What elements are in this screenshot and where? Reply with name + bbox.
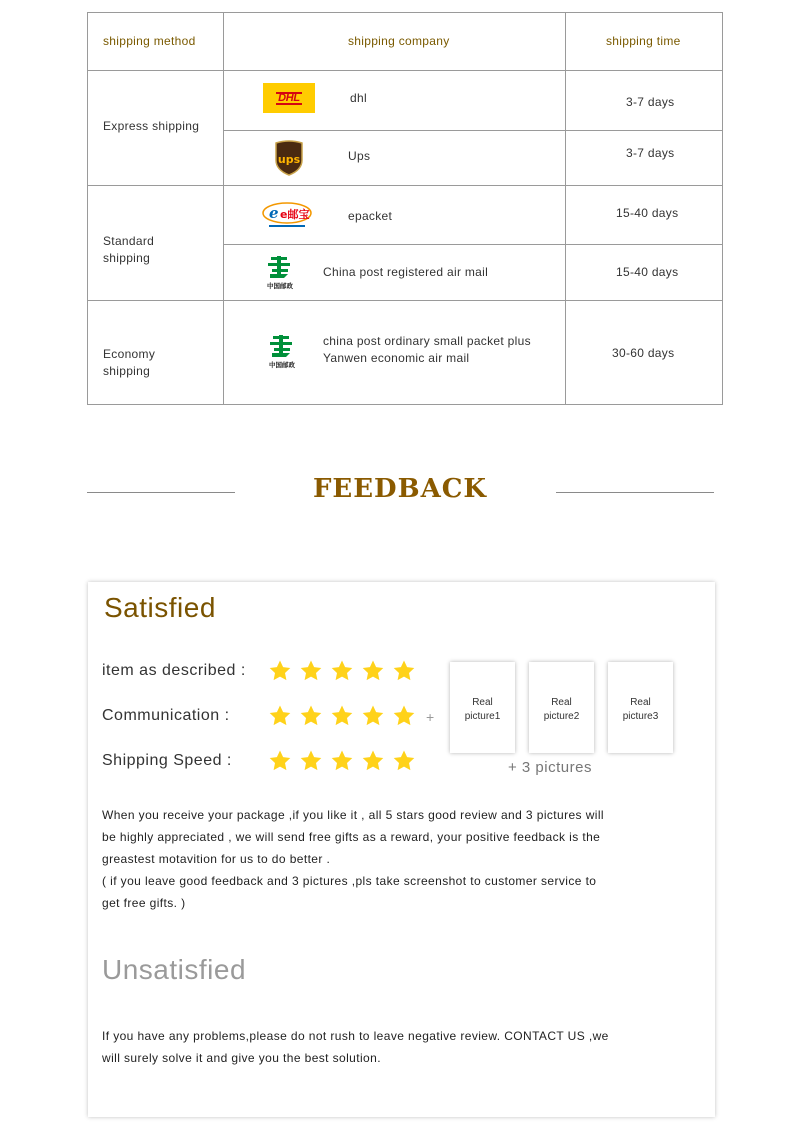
rating-label-item-described: item as described :: [102, 662, 246, 679]
header-shipping-company: shipping company: [348, 34, 450, 48]
time-ups: 3-7 days: [626, 146, 675, 160]
method-standard: Standard shipping: [103, 234, 155, 265]
real-picture-3: Real picture3: [608, 662, 673, 753]
star-icon: [299, 704, 323, 728]
pictures-count: + 3 pictures: [508, 759, 592, 776]
method-express: Express shipping: [103, 119, 200, 133]
company-epacket: epacket: [348, 209, 393, 223]
rating-stars-shipping-speed: [268, 749, 416, 773]
real-picture-2: Real picture2: [529, 662, 594, 753]
company-economy: china post ordinary small packet plus Yanwen economic air mail: [323, 334, 531, 365]
unsatisfied-title: Unsatisfied: [102, 954, 247, 985]
feedback-card: [88, 582, 715, 1117]
method-economy: Economy shipping: [103, 347, 156, 378]
svg-text:ups: ups: [277, 153, 301, 166]
company-china-post-registered: China post registered air mail: [323, 265, 489, 279]
table-divider: [88, 300, 722, 301]
star-icon: [361, 659, 385, 683]
star-icon: [330, 749, 354, 773]
svg-text:中国邮政: 中国邮政: [267, 282, 293, 290]
china-post-logo: [264, 333, 300, 369]
header-shipping-method: shipping method: [103, 34, 196, 48]
star-icon: [268, 659, 292, 683]
dhl-logo: DHL: [263, 83, 315, 113]
satisfied-title: Satisfied: [104, 592, 216, 623]
ups-logo: [275, 140, 303, 176]
unsatisfied-paragraph: If you have any problems,please do not rush to leave negative review. CONTACT US ,we will surely solve it and give you the best solution.: [102, 1029, 609, 1065]
table-divider: [565, 13, 566, 404]
star-icon: [330, 704, 354, 728]
star-icon: [268, 749, 292, 773]
table-divider: [223, 130, 722, 131]
table-divider: [223, 13, 224, 404]
star-icon: [299, 659, 323, 683]
table-divider: [223, 244, 722, 245]
time-epacket: 15-40 days: [616, 206, 679, 220]
china-post-logo: [262, 254, 298, 290]
company-dhl: dhl: [350, 91, 367, 105]
star-icon: [268, 704, 292, 728]
star-icon: [392, 749, 416, 773]
star-icon: [299, 749, 323, 773]
feedback-title: FEEDBACK: [312, 474, 488, 504]
rating-label-shipping-speed: Shipping Speed :: [102, 752, 232, 769]
epacket-logo: [261, 200, 313, 230]
star-icon: [361, 749, 385, 773]
time-economy: 30-60 days: [612, 346, 675, 360]
rating-label-communication: Communication :: [102, 707, 230, 724]
star-icon: [392, 704, 416, 728]
time-dhl: 3-7 days: [626, 95, 675, 109]
real-picture-1: Real picture1: [450, 662, 515, 753]
star-icon: [392, 659, 416, 683]
feedback-divider-right: [556, 492, 714, 493]
rating-stars-item-described: [268, 659, 416, 683]
star-icon: [361, 704, 385, 728]
table-divider: [88, 185, 722, 186]
satisfied-paragraph: When you receive your package ,if you like it , all 5 stars good review and 3 pictures will be highly appreciated , we will send free gifts as a reward, your positive feedback is the greastest motavition for us to do better . ( if you leave good feedback and 3 pictures ,pls take screenshot to customer service to get free gifts. ): [102, 808, 604, 910]
plus-sign: +: [426, 709, 435, 725]
star-icon: [330, 659, 354, 683]
rating-stars-communication: [268, 704, 416, 728]
company-ups: Ups: [348, 149, 371, 163]
table-divider: [88, 70, 722, 71]
epacket-e-letter: e: [269, 204, 279, 222]
time-china-post-registered: 15-40 days: [616, 265, 679, 279]
svg-text:中国邮政: 中国邮政: [269, 361, 295, 369]
shipping-table: [87, 12, 723, 405]
svg-text:e邮宝: e邮宝: [280, 208, 310, 221]
header-shipping-time: shipping time: [606, 34, 681, 48]
